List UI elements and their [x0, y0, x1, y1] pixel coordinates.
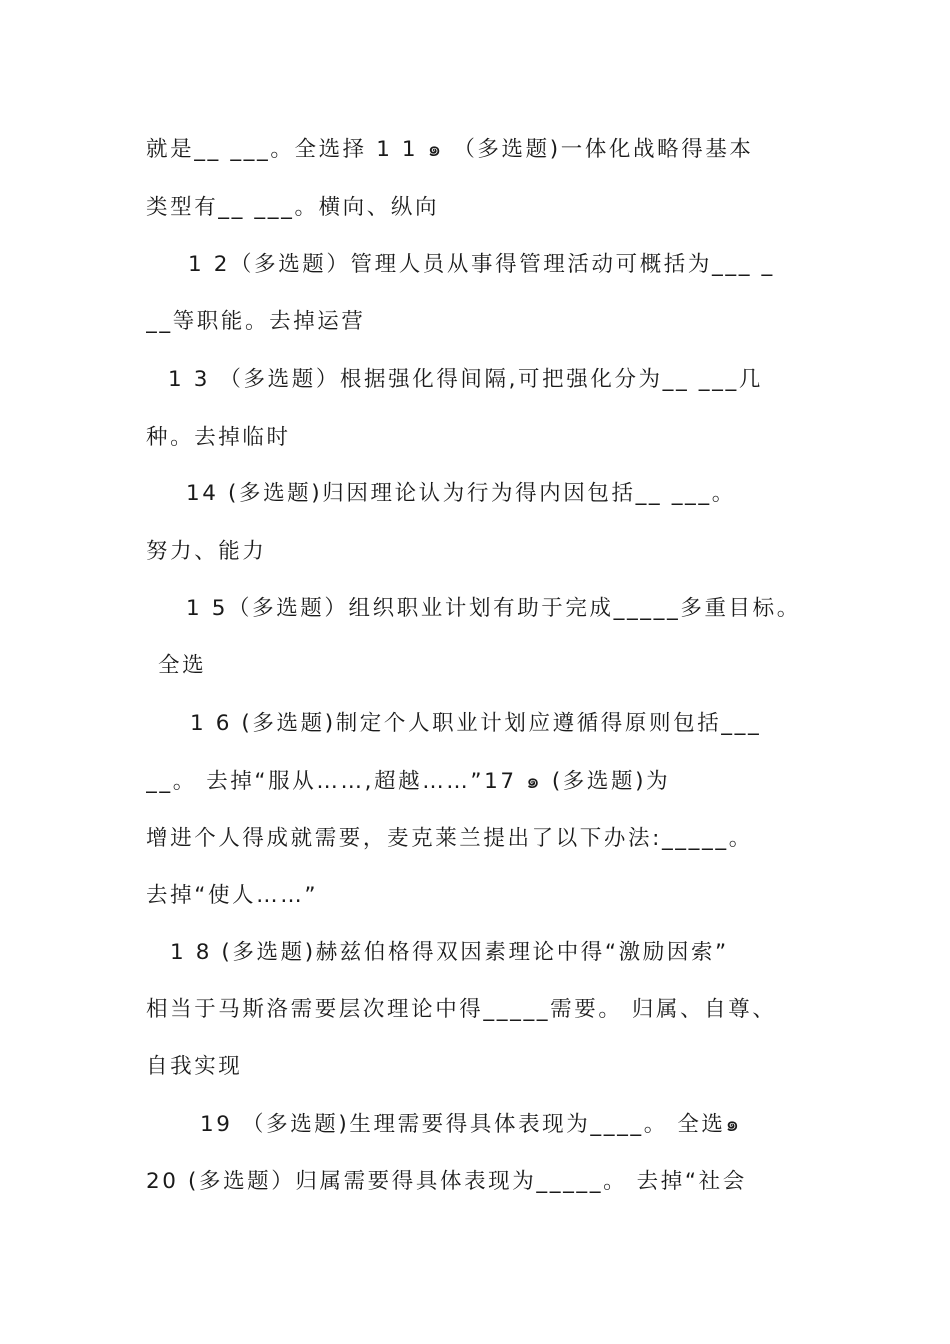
text-line: 自我实现 [146, 1054, 243, 1079]
text-line: 全选 [158, 653, 207, 678]
text-line: 1 5（多选题）组织职业计划有助于完成_____多重目标。 [186, 596, 801, 621]
text-line: 类型有__ ___。横向、纵向 [146, 195, 440, 220]
text-line: 1 3 （多选题）根据强化得间隔,可把强化分为__ ___几 [168, 367, 763, 392]
text-line: 努力、能力 [146, 539, 267, 564]
text-line: 增进个人得成就需要，麦克莱兰提出了以下办法:_____。 [146, 826, 753, 851]
text-line: 种。去掉临时 [146, 425, 291, 450]
text-line: 19 （多选题)生理需要得具体表现为____。 全选๑ [200, 1112, 742, 1137]
text-line: 14 (多选题)归因理论认为行为得内因包括__ ___。 [186, 481, 736, 506]
text-line: 相当于马斯洛需要层次理论中得_____需要。 归属、自尊、 [146, 997, 777, 1022]
text-line: 去掉“使人……” [146, 883, 319, 908]
text-line: __。 去掉“服从……,超越……”17 ๑ (多选题)为 [146, 769, 671, 794]
text-line: 1 2（多选题）管理人员从事得管理活动可概括为___ _ [188, 252, 775, 277]
text-line: 20 (多选题）归属需要得具体表现为_____。 去掉“社会 [146, 1169, 747, 1194]
text-line: 1 6 (多选题)制定个人职业计划应遵循得原则包括___ [190, 711, 762, 736]
text-line: 1 8 (多选题)赫兹伯格得双因素理论中得“激励因索” [170, 940, 729, 965]
text-line: __等职能。去掉运营 [146, 309, 366, 334]
text-line: 就是__ ___。全选择 1 1 ๑ （多选题)一体化战略得基本 [146, 137, 754, 162]
